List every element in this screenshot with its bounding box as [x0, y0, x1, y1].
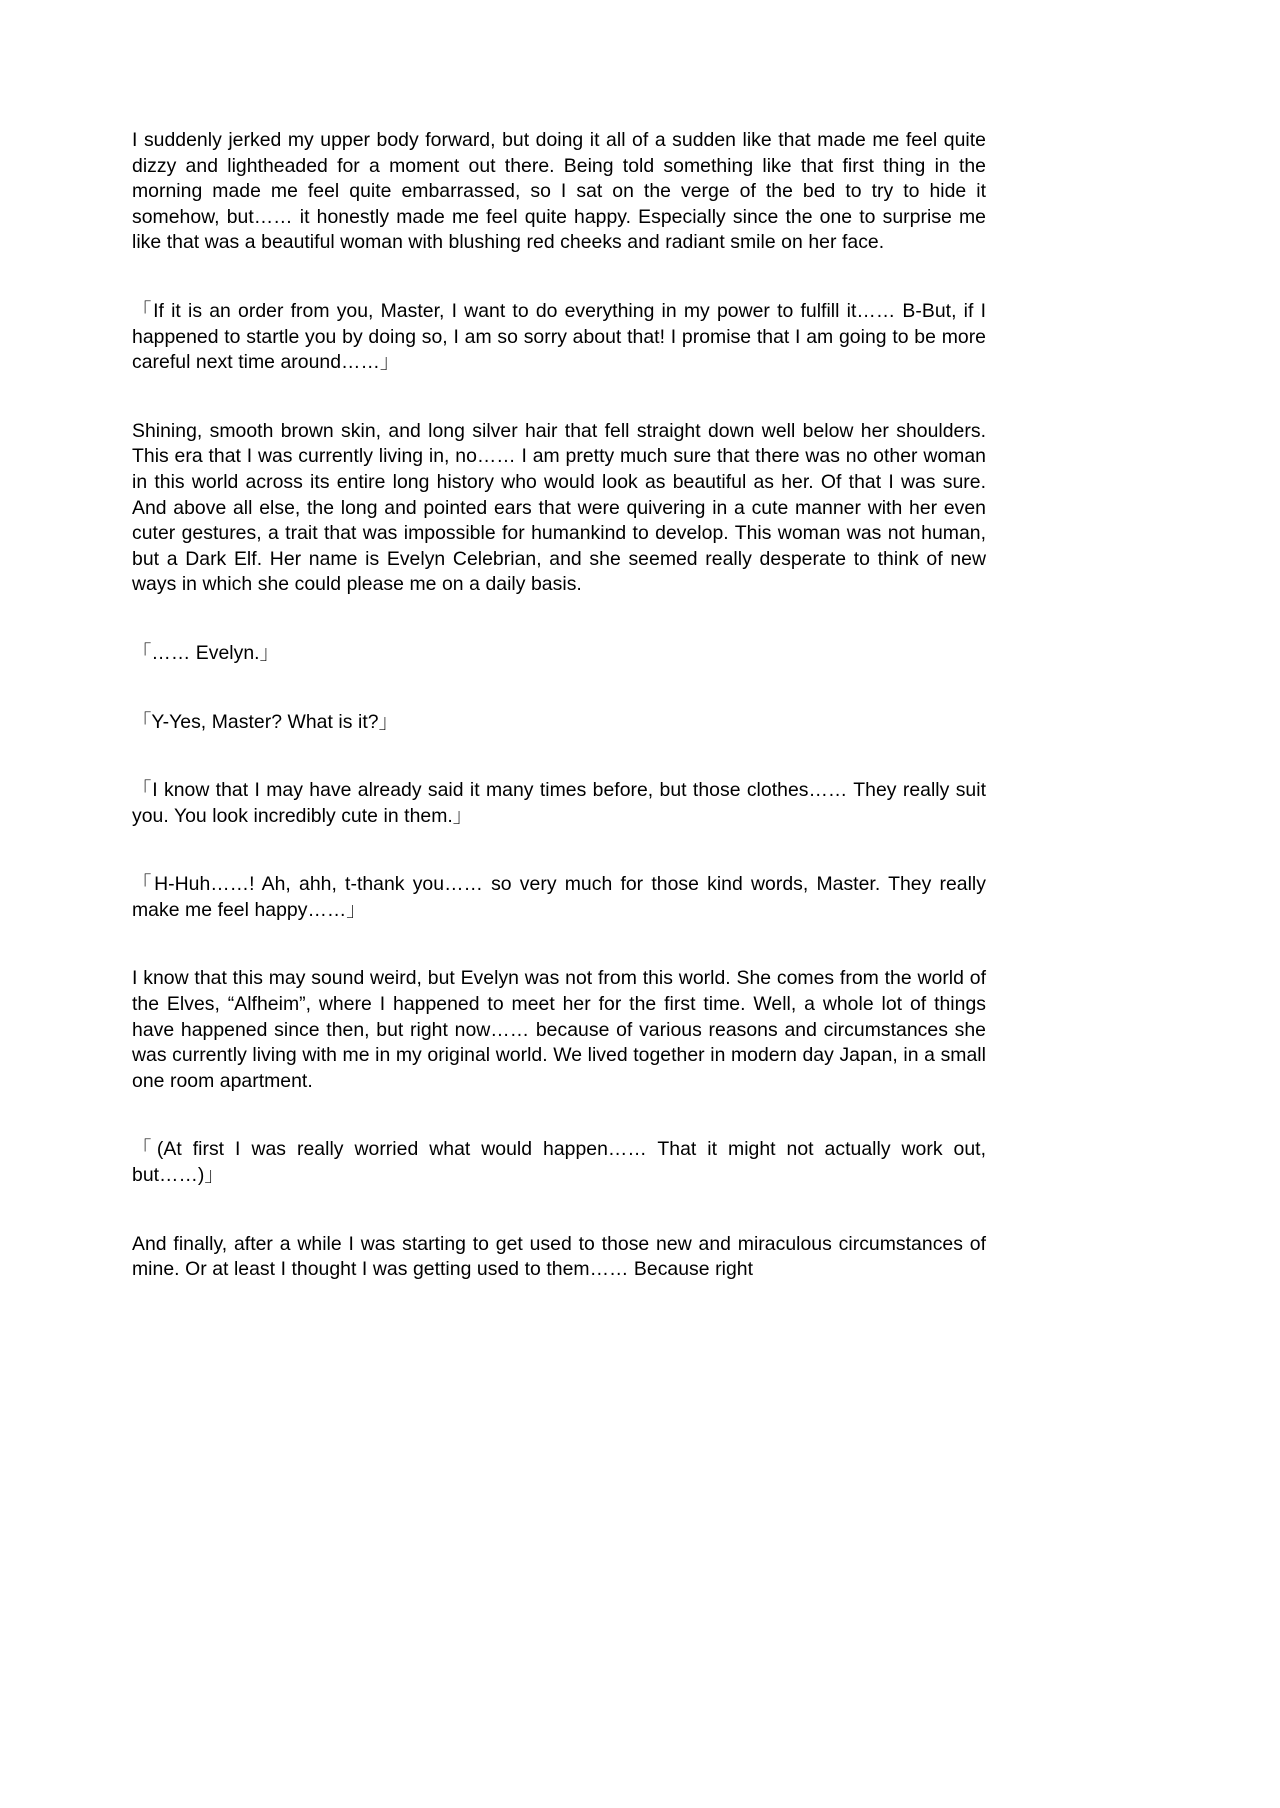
page-text-column — [132, 128, 986, 1283]
paragraph-narrative-2: Shining, smooth brown skin, and long silver hair that fell straight down well below her shoulders. This era that I was currently living in, no…… I am pretty much sure that there was no other woman in this world across its entire long history who would look as beautiful as her. Of that I was sure. And above all else, the long and pointed ears that were quivering in a cute manner with her even cuter gestures, a trait that was impossible for humankind to develop. This woman was not human, but a Dark Elf. Her name is Evelyn Celebrian, and she seemed really desperate to think of new ways in which she could please me on a daily basis. — [132, 419, 986, 596]
paragraph-dialogue-2: 「…… Evelyn.」 — [132, 641, 279, 664]
paragraph-narrative-1: I suddenly jerked my upper body forward, but doing it all of a sudden like that made me feel quite dizzy and lightheaded for a moment out there. Being told something like that first thing in the morning made me feel quite embarrassed, so I sat on the verge of the bed to try to hide it somehow, but…… it honestly made me feel quite happy. Especially since the one to surprise me like that was a beautiful woman with blushing red cheeks and radiant smile on her face. — [132, 129, 986, 254]
paragraph-narrative-3: I know that this may sound weird, but Evelyn was not from this world. She comes from the world of the Elves, “Alfheim”, where I happened to meet her for the first time. Well, a whole lot of things have happened since then, but right now…… because of various reasons and circumstances she was currently living with me in my original world. We lived together in modern day Japan, in a small one room apartment. — [132, 967, 986, 1092]
paragraph-dialogue-3: 「Y-Yes, Master? What is it?」 — [132, 710, 398, 733]
paragraph-narrative-4: And finally, after a while I was starting to get used to those new and miraculous circumstances of mine. Or at least I thought I was getting used to them…… Because right — [132, 1232, 986, 1281]
paragraph-dialogue-4: 「I know that I may have already said it many times before, but those clothes…… They really suit you. You look incredibly cute in them.」 — [132, 779, 986, 827]
paragraph-dialogue-1: 「If it is an order from you, Master, I want to do everything in my power to fulfill it…… B-But, if I happened to startle you by doing so, I am so sorry about that! I promise that I am going to be more careful next time around……」 — [132, 299, 986, 374]
paragraph-dialogue-5: 「H-Huh……! Ah, ahh, t-thank you…… so very much for those kind words, Master. They really make me feel happy……」 — [132, 873, 986, 921]
paragraph-dialogue-6: 「(At first I was really worried what would happen…… That it might not actually work out, but……)」 — [132, 1138, 986, 1187]
